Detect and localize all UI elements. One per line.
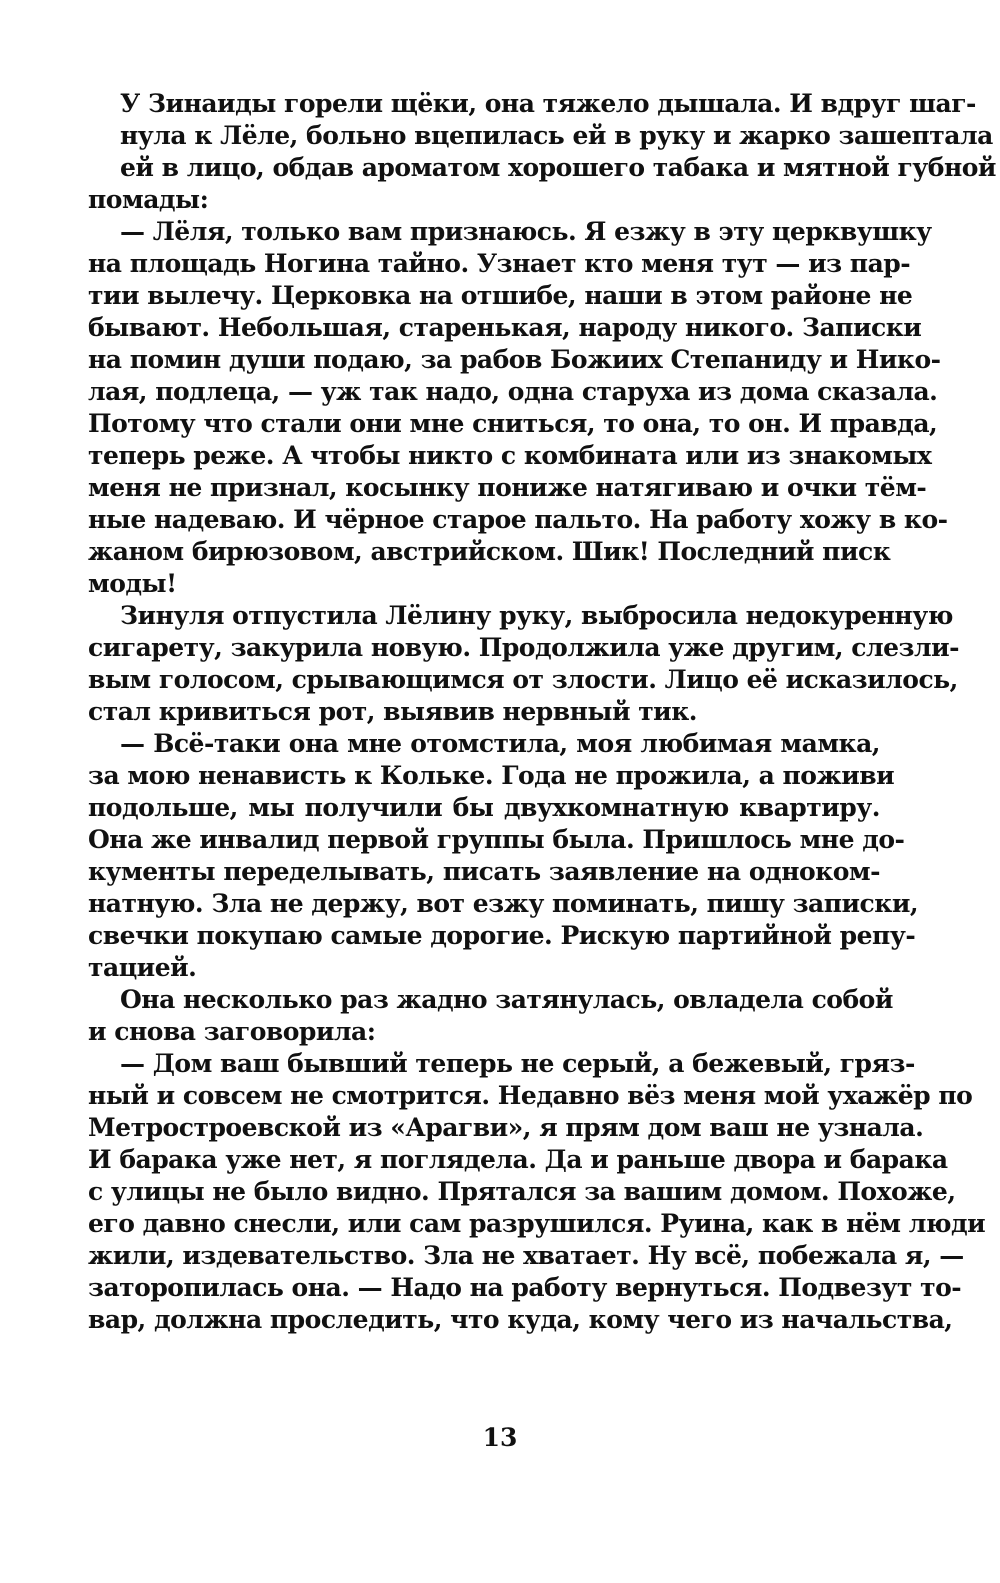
text-line: бывают. Небольшая, старенькая, народу никого. Записки [88,313,922,342]
text-line: — Дом ваш бывший теперь не серый, а бежевый, гряз- [120,1049,915,1078]
text-line: Зинуля отпустила Лёлину руку, выбросила недокуренную [120,601,953,630]
text-line: — Всё-таки она мне отомстила, моя любимая мамка, [120,729,880,758]
text-line: заторопилась она. — Надо на работу вернуться. Подвезут то- [88,1273,962,1302]
text-line: ный и совсем не смотрится. Недавно вёз меня мой ухажёр по [88,1081,973,1110]
text-line: И барака уже нет, я поглядела. Да и раньше двора и барака [88,1145,948,1174]
text-line: за мою ненависть к Кольке. Года не прожила, а поживи [88,761,895,790]
text-line: вым голосом, срывающимся от злости. Лицо её исказилось, [88,665,958,694]
text-line: моды! [88,569,177,598]
text-line: теперь реже. А чтобы никто с комбината или из знакомых [88,441,932,470]
text-line: свечки покупаю самые дорогие. Рискую партийной репу- [88,921,916,950]
text-line: вар, должна проследить, что куда, кому чего из начальства, [88,1305,953,1334]
text-line: Потому что стали они мне сниться, то она, то он. И правда, [88,409,938,438]
text-line: тацией. [88,953,197,982]
text-line: Она несколько раз жадно затянулась, овладела собой [120,985,893,1014]
page-number: 13 [482,1423,518,1452]
text-line: меня не признал, косынку пониже натягиваю и очки тём- [88,473,927,502]
text-line: нула к Лёле, больно вцепилась ей в руку и жарко зашептала [120,121,993,150]
text-line: ей в лицо, обдав ароматом хорошего табака и мятной губной [120,153,996,182]
text-line: лая, подлеца, — уж так надо, одна старуха из дома сказала. [88,377,938,406]
body-text [88,88,996,1336]
text-line: жаном бирюзовом, австрийском. Шик! Последний писк [88,537,891,566]
text-line: жили, издевательство. Зла не хватает. Ну всё, побежала я, — [88,1241,964,1270]
text-line: — Лёля, только вам признаюсь. Я езжу в эту церквушку [120,217,932,246]
text-line: ные надеваю. И чёрное старое пальто. На работу хожу в ко- [88,505,948,534]
text-line: натную. Зла не держу, вот езжу поминать, пишу записки, [88,889,919,918]
text-line: с улицы не было видно. Прятался за вашим домом. Похоже, [88,1177,956,1206]
text-line: помады: [88,185,209,214]
text-line: тии вылечу. Церковка на отшибе, наши в этом районе не [88,281,913,310]
text-line: его давно снесли, или сам разрушился. Руина, как в нём люди [88,1209,986,1238]
text-line: подольше, мы получили бы двухкомнатную квартиру. [88,793,880,822]
text-line: сигарету, закурила новую. Продолжила уже другим, слезли- [88,633,960,662]
text-line: Она же инвалид первой группы была. Пришлось мне до- [88,825,905,854]
text-line: стал кривиться рот, выявив нервный тик. [88,697,697,726]
text-line: на площадь Ногина тайно. Узнает кто меня тут — из пар- [88,249,911,278]
text-line: и снова заговорила: [88,1017,376,1046]
text-line: кументы переделывать, писать заявление на одноком- [88,857,880,886]
text-line: на помин души подаю, за рабов Божиих Степаниду и Нико- [88,345,941,374]
text-line: У Зинаиды горели щёки, она тяжело дышала. И вдруг шаг- [120,89,976,118]
text-line: Метростроевской из «Арагви», я прям дом ваш не узнала. [88,1113,924,1142]
